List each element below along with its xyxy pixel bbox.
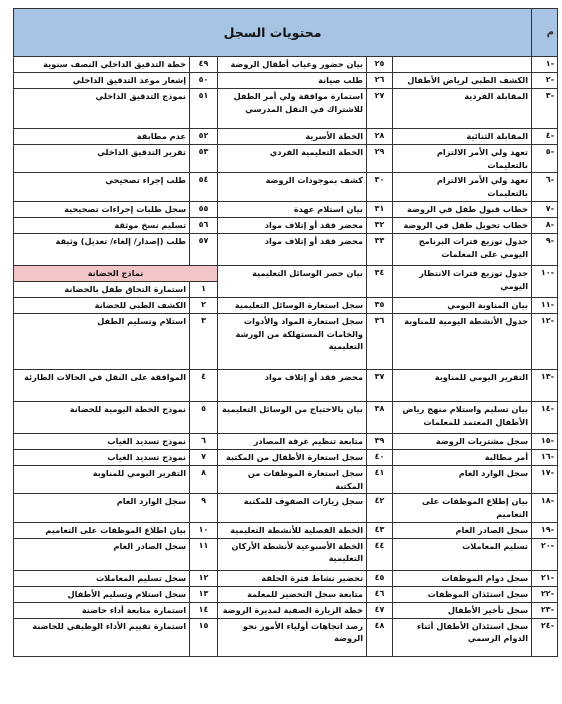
form-name: التقرير اليومي للمناوبة bbox=[14, 465, 190, 493]
form-name: متابعة تنظيم غرفة المصادر bbox=[218, 433, 367, 449]
form-name: خطاب تحويل طفل في الروضة bbox=[393, 217, 532, 233]
row-number: -١٠ bbox=[532, 265, 558, 297]
row-number: -١٦ bbox=[532, 449, 558, 465]
form-name: بيان بالاحتياج من الوسائل التعليمية bbox=[218, 401, 367, 433]
form-name: الخطة الأسبوعية لأنشطة الأركان التعليمية bbox=[218, 538, 367, 570]
form-name: الخطة التعليمية الفردي bbox=[218, 145, 367, 173]
form-name: تسليم المعاملات bbox=[393, 538, 532, 570]
row-number: ٤٠ bbox=[367, 449, 393, 465]
table-row bbox=[14, 313, 558, 369]
form-name: تعهد ولي الأمر الالتزام بالتعليمات bbox=[393, 145, 532, 173]
row-number: -١٣ bbox=[532, 369, 558, 401]
form-name: استمارة تقييم الأداء الوظيفي للحاضنة bbox=[14, 618, 190, 656]
form-name: سجل الوارد العام bbox=[393, 465, 532, 493]
table-body bbox=[14, 57, 558, 657]
form-name: نموذج التدقيق الداخلي bbox=[14, 89, 190, 129]
row-number: -١٩ bbox=[532, 522, 558, 538]
row-number: ٢٩ bbox=[367, 145, 393, 173]
row-number: -١٨ bbox=[532, 494, 558, 522]
form-name: تعهد ولي الأمر الالتزام بالتعليمات bbox=[393, 173, 532, 201]
form-name: الخطة الفصلية للأنشطة التعليمية bbox=[218, 522, 367, 538]
row-number: ٥٥ bbox=[190, 201, 218, 217]
form-name: استمارة متابعة أداء حاضنة bbox=[14, 602, 190, 618]
form-name: خطاب قبول طفل في الروضة bbox=[393, 201, 532, 217]
contents-table bbox=[13, 8, 558, 657]
table-row bbox=[14, 494, 558, 522]
row-number: -١١ bbox=[532, 297, 558, 313]
table-row bbox=[14, 369, 558, 401]
form-name: جدول الأنشطة اليومية للمناوبة bbox=[393, 313, 532, 369]
form-name: بيان إطلاع الموظفات على التعاميم bbox=[393, 494, 532, 522]
row-number: ٤٩ bbox=[190, 57, 218, 73]
form-name: بيان تسليم واستلام منهج رياض الأطفال المعتمد للمعلمات bbox=[393, 401, 532, 433]
table-row bbox=[14, 570, 558, 586]
form-name: أمر مطالبة bbox=[393, 449, 532, 465]
table-row bbox=[14, 73, 558, 89]
form-name: سجل استعارة الأطفال من المكتبة bbox=[218, 449, 367, 465]
table-row bbox=[14, 602, 558, 618]
row-number: ٣٧ bbox=[367, 369, 393, 401]
page-title: محتويات السجل bbox=[14, 9, 532, 57]
form-name: سجل الصادر العام bbox=[14, 538, 190, 570]
row-number: ٤١ bbox=[367, 465, 393, 493]
table-row bbox=[14, 265, 558, 281]
table-row bbox=[14, 201, 558, 217]
form-name: سجل الصادر العام bbox=[393, 522, 532, 538]
form-name: محضر فقد أو إتلاف مواد bbox=[218, 369, 367, 401]
form-name: تسليم نسخ موثقة bbox=[14, 217, 190, 233]
form-name: المقابلة الثنائية bbox=[393, 129, 532, 145]
form-name: الخطة الأسرية bbox=[218, 129, 367, 145]
row-number: ٤٥ bbox=[367, 570, 393, 586]
row-number: ٢٧ bbox=[367, 89, 393, 129]
row-number: -١٢ bbox=[532, 313, 558, 369]
row-number: ٥٠ bbox=[190, 73, 218, 89]
form-name: سجل استعارة المواد والأدوات والخامات المستهلكة من الورشة التعليمية bbox=[218, 313, 367, 369]
row-number: -٨ bbox=[532, 217, 558, 233]
table-row bbox=[14, 538, 558, 570]
form-name: الكشف الطبي لرياض الأطفال bbox=[393, 73, 532, 89]
column-label: م bbox=[532, 9, 558, 57]
row-number: -٢ bbox=[532, 73, 558, 89]
form-name: طلب (إصدار/ إلغاء/ تعديل) وثيقة bbox=[14, 233, 190, 265]
table-row bbox=[14, 217, 558, 233]
form-name: خطة الزيارة الصفية لمديرة الروضة bbox=[218, 602, 367, 618]
row-number: ٣٦ bbox=[367, 313, 393, 369]
form-name: محضر فقد أو إتلاف مواد bbox=[218, 233, 367, 265]
row-number: ٢٨ bbox=[367, 129, 393, 145]
row-number: ١٥ bbox=[190, 618, 218, 656]
row-number: ٢ bbox=[190, 297, 218, 313]
form-name: بيان حضور وغياب أطفال الروضة bbox=[218, 57, 367, 73]
table-row bbox=[14, 586, 558, 602]
row-number: ٤٢ bbox=[367, 494, 393, 522]
table-row bbox=[14, 297, 558, 313]
form-name: المقابلة الفردية bbox=[393, 89, 532, 129]
form-name: سجل مشتريات الروضة bbox=[393, 433, 532, 449]
table-header-row bbox=[14, 9, 558, 57]
form-name: عدم مطابقة bbox=[14, 129, 190, 145]
form-name bbox=[393, 57, 532, 73]
row-number: ٤٧ bbox=[367, 602, 393, 618]
table-row bbox=[14, 129, 558, 145]
table-row bbox=[14, 522, 558, 538]
row-number: -٢٣ bbox=[532, 602, 558, 618]
row-number: ٩ bbox=[190, 494, 218, 522]
form-name: الكشف الطبي للحضانة bbox=[14, 297, 190, 313]
form-name: استمارة التحاق طفل بالحضانة bbox=[14, 281, 190, 297]
row-number: ٢٦ bbox=[367, 73, 393, 89]
form-name: سجل استعارة الموظفات من المكتبة bbox=[218, 465, 367, 493]
row-number: -٧ bbox=[532, 201, 558, 217]
row-number: ١٤ bbox=[190, 602, 218, 618]
row-number: ١ bbox=[190, 281, 218, 297]
row-number: -٣ bbox=[532, 89, 558, 129]
row-number: ٣٨ bbox=[367, 401, 393, 433]
row-number: -٢٤ bbox=[532, 618, 558, 656]
row-number: ٣٠ bbox=[367, 173, 393, 201]
row-number: -١٥ bbox=[532, 433, 558, 449]
table-row bbox=[14, 89, 558, 129]
table-row bbox=[14, 145, 558, 173]
form-name: بيان استلام عهدة bbox=[218, 201, 367, 217]
form-name: سجل استعارة الوسائل التعليمية bbox=[218, 297, 367, 313]
table-row bbox=[14, 401, 558, 433]
row-number: -٢٢ bbox=[532, 586, 558, 602]
form-name: سجل استئذان الأطفال أثناء الدوام الرسمي bbox=[393, 618, 532, 656]
row-number: -٩ bbox=[532, 233, 558, 265]
row-number: ٢٥ bbox=[367, 57, 393, 73]
row-number: ١٣ bbox=[190, 586, 218, 602]
row-number: ٥٢ bbox=[190, 129, 218, 145]
form-name: جدول توزيع فترات الانتظار اليومي bbox=[393, 265, 532, 297]
row-number: ٥١ bbox=[190, 89, 218, 129]
row-number: -١٤ bbox=[532, 401, 558, 433]
form-name: بيان اطلاع الموظفات على التعاميم bbox=[14, 522, 190, 538]
form-name: الموافقة على النقل في الحالات الطارئة bbox=[14, 369, 190, 401]
row-number: ٥ bbox=[190, 401, 218, 433]
form-name: كشف بموجودات الروضة bbox=[218, 173, 367, 201]
table-row bbox=[14, 465, 558, 493]
row-number: -٥ bbox=[532, 145, 558, 173]
table-row bbox=[14, 433, 558, 449]
form-name: تحضير نشاط فترة الحلقة bbox=[218, 570, 367, 586]
form-name: سجل زيارات الصفوف للمكتبة bbox=[218, 494, 367, 522]
form-name: بيان حصر الوسائل التعليمية bbox=[218, 265, 367, 297]
row-number: ٤٣ bbox=[367, 522, 393, 538]
row-number: ٣ bbox=[190, 313, 218, 369]
row-number: -٦ bbox=[532, 173, 558, 201]
form-name: خطة التدقيق الداخلي النصف سنوية bbox=[14, 57, 190, 73]
row-number: -٤ bbox=[532, 129, 558, 145]
form-name: استمارة موافقة ولي أمر الطفل للاشتراك في النقل المدرسي bbox=[218, 89, 367, 129]
table-row bbox=[14, 233, 558, 265]
form-name: إشعار موعد التدقيق الداخلي bbox=[14, 73, 190, 89]
form-name: جدول توزيع فترات البرنامج اليومي على المعلمات bbox=[393, 233, 532, 265]
row-number: ٣٥ bbox=[367, 297, 393, 313]
row-number: ٤ bbox=[190, 369, 218, 401]
row-number: -٢٠ bbox=[532, 538, 558, 570]
form-name: متابعة سجل التحضير للمعلمة bbox=[218, 586, 367, 602]
form-name: التقرير اليومي للمناوبة bbox=[393, 369, 532, 401]
form-name: سجل استلام وتسليم الأطفال bbox=[14, 586, 190, 602]
row-number: ٤٨ bbox=[367, 618, 393, 656]
row-number: ١١ bbox=[190, 538, 218, 570]
row-number: ٥٦ bbox=[190, 217, 218, 233]
row-number: -١٧ bbox=[532, 465, 558, 493]
form-name: نموذج تسديد الغياب bbox=[14, 449, 190, 465]
table-row bbox=[14, 57, 558, 73]
form-name: رصد اتجاهات أولياء الأمور نحو الروضة bbox=[218, 618, 367, 656]
form-name: محضر فقد أو إتلاف مواد bbox=[218, 217, 367, 233]
row-number: -١ bbox=[532, 57, 558, 73]
table-row bbox=[14, 173, 558, 201]
row-number: ٣٤ bbox=[367, 265, 393, 297]
row-number: ١٠ bbox=[190, 522, 218, 538]
row-number: ٧ bbox=[190, 449, 218, 465]
row-number: ٥٣ bbox=[190, 145, 218, 173]
row-number: ٥٧ bbox=[190, 233, 218, 265]
form-name: نموذج الخطة اليومية للحضانة bbox=[14, 401, 190, 433]
row-number: -٢١ bbox=[532, 570, 558, 586]
row-number: ٤٦ bbox=[367, 586, 393, 602]
row-number: ٣٣ bbox=[367, 233, 393, 265]
table-row bbox=[14, 449, 558, 465]
form-name: سجل طلبات إجراءات تصحيحية bbox=[14, 201, 190, 217]
form-name: طلب إجراء تصحيحي bbox=[14, 173, 190, 201]
row-number: ٣١ bbox=[367, 201, 393, 217]
form-name: سجل دوام الموظفات bbox=[393, 570, 532, 586]
row-number: ٣٩ bbox=[367, 433, 393, 449]
form-name: تقرير التدقيق الداخلي bbox=[14, 145, 190, 173]
form-name: سجل تسليم المعاملات bbox=[14, 570, 190, 586]
row-number: ١٢ bbox=[190, 570, 218, 586]
row-number: ٣٢ bbox=[367, 217, 393, 233]
row-number: ٤٤ bbox=[367, 538, 393, 570]
row-number: ٦ bbox=[190, 433, 218, 449]
form-name: طلب صيانة bbox=[218, 73, 367, 89]
table-row bbox=[14, 618, 558, 656]
row-number: ٨ bbox=[190, 465, 218, 493]
row-number: ٥٤ bbox=[190, 173, 218, 201]
form-name: سجل تأخير الأطفال bbox=[393, 602, 532, 618]
form-name: سجل الوارد العام bbox=[14, 494, 190, 522]
form-name: سجل استئذان الموظفات bbox=[393, 586, 532, 602]
form-name: استلام وتسليم الطفل bbox=[14, 313, 190, 369]
section-heading-nursery: نماذج الحضانة bbox=[14, 265, 218, 281]
form-name: بيان المناوبة اليومي bbox=[393, 297, 532, 313]
form-name: نموذج تسديد الغياب bbox=[14, 433, 190, 449]
